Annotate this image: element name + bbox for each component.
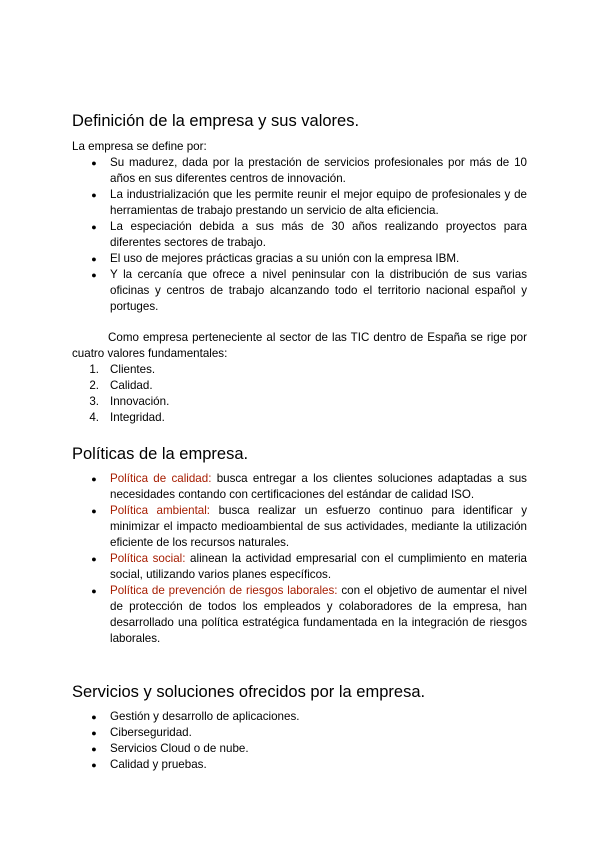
list-item: 4. Integridad. bbox=[89, 411, 165, 424]
services-bullet-list bbox=[72, 709, 527, 773]
values-numbered-list bbox=[72, 362, 527, 426]
list-item: ● Su madurez, dada por la prestación de servicios profesionales por más de 10 años en sus diferentes centros de innovación. bbox=[72, 155, 527, 187]
bullet-icon: ● bbox=[91, 222, 97, 232]
list-item: ● Política social: alinean la actividad empresarial con el cumplimiento en materia social, utilizando varios planes específicos. bbox=[72, 551, 527, 583]
bullet-icon: ● bbox=[91, 506, 97, 516]
bullet-icon: ● bbox=[91, 158, 97, 168]
policy-title: Política de calidad: bbox=[110, 472, 212, 485]
bullet-icon: ● bbox=[91, 554, 97, 564]
intro-text: La empresa se define por: bbox=[72, 140, 207, 153]
bullet-icon: ● bbox=[91, 712, 97, 722]
list-item: ● Gestión y desarrollo de aplicaciones. bbox=[72, 709, 527, 725]
list-item: 2. Calidad. bbox=[89, 379, 153, 392]
list-item: ● Ciberseguridad. bbox=[72, 725, 527, 741]
section-heading-definicion: Definición de la empresa y sus valores. bbox=[72, 112, 360, 130]
section-heading-politicas: Políticas de la empresa. bbox=[72, 445, 249, 463]
values-paragraph: Como empresa perteneciente al sector de las TIC dentro de España se rige por cuatro valores fundamentales: bbox=[72, 331, 527, 360]
list-item: ● La especiación debida a sus más de 30 años realizando proyectos para diferentes sectores de trabajo. bbox=[72, 219, 527, 251]
list-item: ● Política de prevención de riesgos laborales: con el objetivo de aumentar el nivel de protección de todos los empleados y colaboradores de la empresa, han desarrollado una política estratégica fundamentada en la integración de riesgos laborales. bbox=[72, 583, 527, 647]
list-item: ● La industrialización que les permite reunir el mejor equipo de profesionales y de herramientas de trabajo prestando un servicio de alta eficiencia. bbox=[72, 187, 527, 219]
bullet-icon: ● bbox=[91, 728, 97, 738]
list-item: ● Política ambiental: busca realizar un esfuerzo continuo para identificar y minimizar el impacto medioambiental de sus actividades, mediante la utilización eficiente de los recursos naturales. bbox=[72, 503, 527, 551]
policies-bullet-list bbox=[72, 471, 527, 647]
bullet-icon: ● bbox=[91, 586, 97, 596]
bullet-icon: ● bbox=[91, 190, 97, 200]
list-item: 1. Clientes. bbox=[89, 363, 156, 376]
section-heading-servicios: Servicios y soluciones ofrecidos por la empresa. bbox=[72, 683, 426, 701]
list-item: ● Y la cercanía que ofrece a nivel peninsular con la distribución de sus varias oficinas y centros de trabajo alcanzando todo el territorio nacional español y portuges. bbox=[72, 267, 527, 315]
list-item: ● Servicios Cloud o de nube. bbox=[72, 741, 527, 757]
bullet-icon: ● bbox=[91, 270, 97, 280]
policy-title: Política de prevención de riesgos laborales: bbox=[110, 584, 338, 597]
bullet-icon: ● bbox=[91, 760, 97, 770]
policy-title: Política social: bbox=[110, 552, 186, 565]
policy-title: Política ambiental: bbox=[110, 504, 211, 517]
list-item: ● Calidad y pruebas. bbox=[72, 757, 527, 773]
bullet-icon: ● bbox=[91, 474, 97, 484]
bullet-icon: ● bbox=[91, 744, 97, 754]
bullet-icon: ● bbox=[91, 254, 97, 264]
list-item: 3. Innovación. bbox=[89, 395, 170, 408]
list-item: ● Política de calidad: busca entregar a los clientes soluciones adaptadas a sus necesidades contando con certificaciones del estándar de calidad ISO. bbox=[72, 471, 527, 503]
list-item: ● El uso de mejores prácticas gracias a su unión con la empresa IBM. bbox=[72, 251, 527, 267]
definition-bullet-list bbox=[72, 155, 527, 315]
